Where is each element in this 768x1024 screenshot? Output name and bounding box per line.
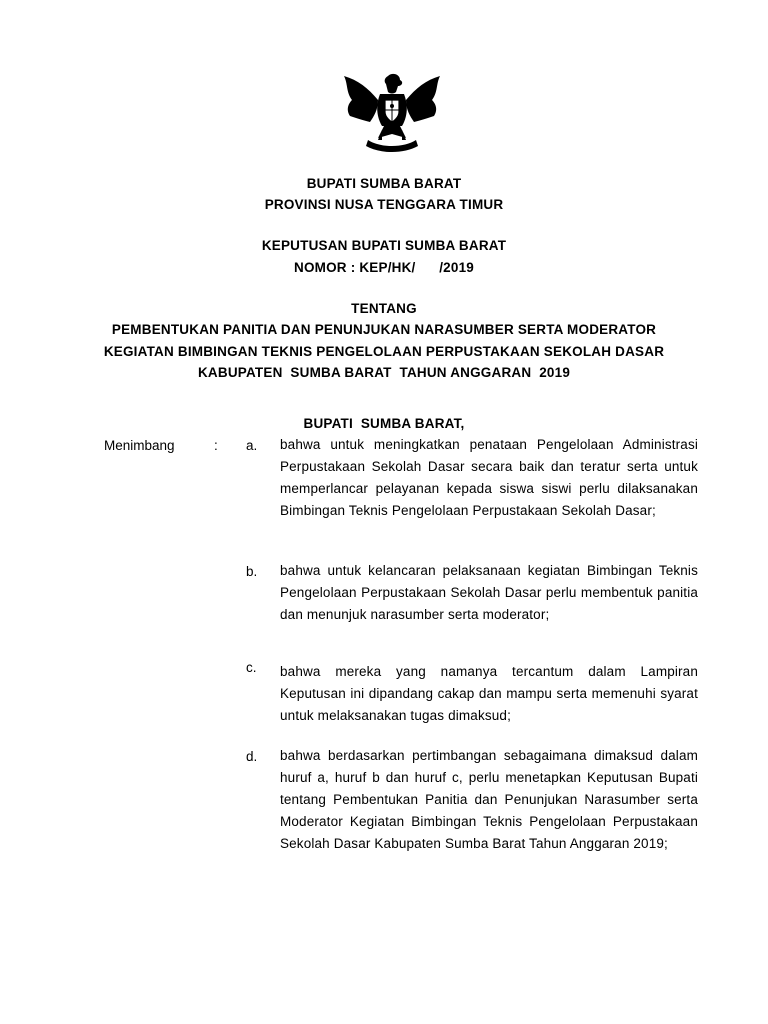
province-name: PROVINSI NUSA TENGGARA TIMUR [264,197,504,212]
subject-line-1: PEMBENTUKAN PANITIA DAN PENUNJUKAN NARASUMBER SERTA MODERATOR [111,322,657,337]
considering-label: Menimbang [104,438,175,453]
consideration-b: bahwa untuk kelancaran pelaksanaan kegiatan Bimbingan Teknis Pengelolaan Perpustakaan Sekolah Dasar perlu membentuk panitia dan menunjuk narasumber serta moderator; [280,563,698,622]
consideration-c: bahwa mereka yang namanya tercantum dalam Lampiran Keputusan ini dipandang cakap dan mampu serta memenuhi syarat untuk melaksanakan tugas dimaksud; [280,664,698,723]
item-letter-c: c. [246,660,257,675]
consideration-d: bahwa berdasarkan pertimbangan sebagaimana dimaksud dalam huruf a, huruf b dan huruf c, perlu menetapkan Keputusan Bupati tentang Pembentukan Panitia dan Penunjukan Narasumber serta Moderator Kegiatan Bimbingan Teknis Pengelolaan Perpustakaan Sekolah Dasar Kabupaten Sumba Barat Tahun Anggaran 2019; [280,748,698,851]
subject-line-3: KABUPATEN SUMBA BARAT TAHUN ANGGARAN 2019 [197,365,571,380]
considering-colon: : [214,438,218,453]
authority-name: BUPATI SUMBA BARAT [306,176,462,191]
item-letter-a: a. [246,438,258,453]
item-letter-b: b. [246,564,258,579]
decree-number: NOMOR : KEP/HK/ /2019 [294,260,474,275]
consideration-a: bahwa untuk meningkatkan penataan Pengelolaan Administrasi Perpustakaan Sekolah Dasar secara baik dan teratur serta untuk memperlancar pelayanan kepada siswa siswi perlu dilaksanakan Bimbingan Teknis Pengelolaan Perpustakaan Sekolah Dasar; [280,437,698,518]
item-letter-d: d. [246,749,258,764]
signatory-heading: BUPATI SUMBA BARAT, [303,416,465,431]
about-heading: TENTANG [351,301,417,316]
decree-title: KEPUTUSAN BUPATI SUMBA BARAT [261,238,507,253]
garuda-emblem-icon [338,70,446,154]
subject-line-2: KEGIATAN BIMBINGAN TEKNIS PENGELOLAAN PERPUSTAKAAN SEKOLAH DASAR [103,344,665,359]
